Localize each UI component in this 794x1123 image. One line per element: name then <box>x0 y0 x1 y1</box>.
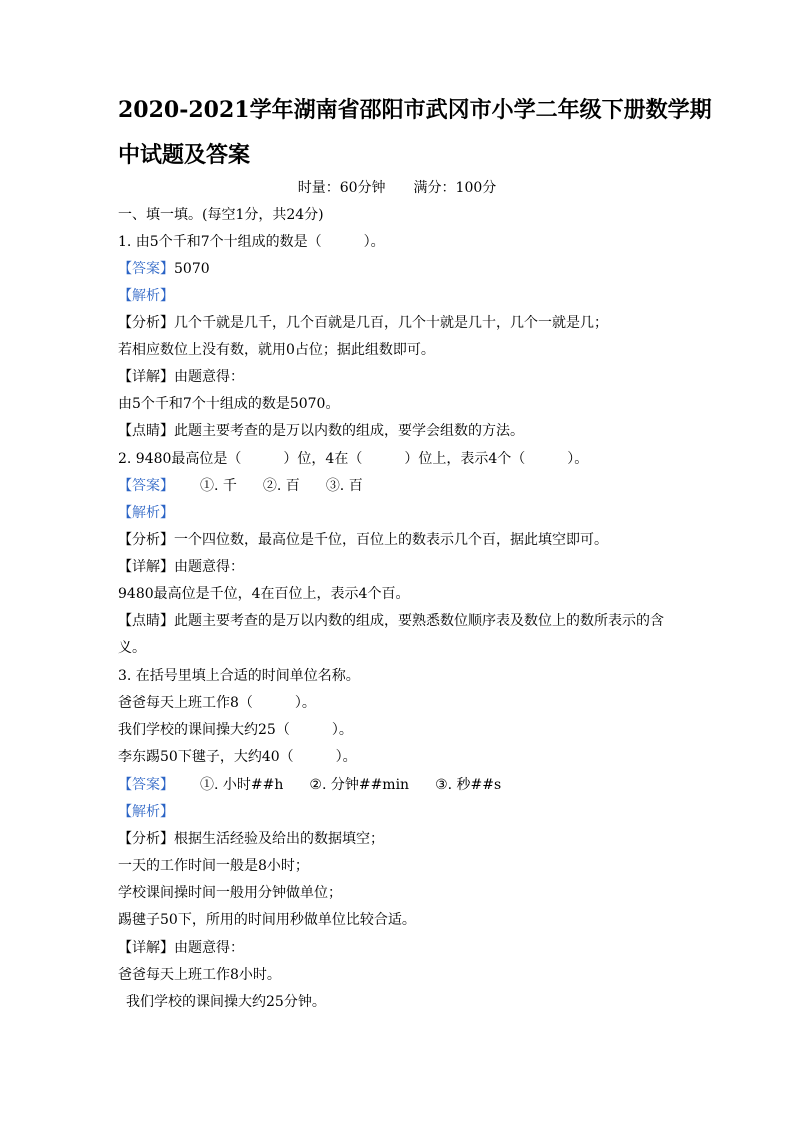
q2-comment-line-2: 义。 <box>118 640 146 656</box>
q3-detail-head: 由题意得： <box>174 940 244 956</box>
q3-answer-2: ②. 分钟##min <box>309 777 410 793</box>
analysis-tag: 【解析】 <box>118 804 174 820</box>
comment-tag: 【点睛】 <box>118 613 174 629</box>
q3-analysis-line <box>118 802 174 822</box>
q2-answer-3: ③. 百 <box>325 478 363 494</box>
q3-detail-text-2: 我们学校的课间操大约25分钟。 <box>126 994 326 1010</box>
q1-detail-head: 由题意得： <box>174 369 244 385</box>
q2-detail-line <box>118 557 244 577</box>
q1-comment: 此题主要考查的是万以内数的组成，要学会组数的方法。 <box>174 423 524 439</box>
q1-answer-line <box>118 259 210 279</box>
q2-fenxi-line <box>118 530 608 550</box>
q2-comment-1: 此题主要考查的是万以内数的组成，要熟悉数位顺序表及数位上的数所表示的含 <box>174 613 664 629</box>
q2-detail-text: 9480最高位是千位，4在百位上，表示4个百。 <box>118 586 410 602</box>
q3-fenxi-text-1: 根据生活经验及给出的数据填空； <box>174 831 384 847</box>
q3-fenxi-line-3: 学校课间操时间一般用分钟做单位； <box>118 885 342 901</box>
document-title-line-2: 中试题及答案 <box>118 142 251 168</box>
answer-tag: 【答案】 <box>118 261 174 277</box>
q2-answer-1: ①. 千 <box>200 478 237 494</box>
q2-question: 2. 9480最高位是（ ）位，4在（ ）位上，表示4个（ ）。 <box>118 451 589 467</box>
analysis-tag: 【解析】 <box>118 505 174 521</box>
q1-answer: 5070 <box>174 261 210 277</box>
q3-item-1: 爸爸每天上班工作8（ ）。 <box>118 695 316 711</box>
fenxi-tag: 【分析】 <box>118 532 174 548</box>
q3-item-2: 我们学校的课间操大约25（ ）。 <box>118 722 353 738</box>
comment-tag: 【点睛】 <box>118 423 174 439</box>
section-heading: 一、填一填。(每空1分，共24分) <box>118 207 324 223</box>
q3-question: 3. 在括号里填上合适的时间单位名称。 <box>118 668 360 684</box>
q3-answer-1: ①. 小时##h <box>200 777 284 793</box>
q2-answer-line <box>118 476 363 496</box>
q1-fenxi-line-2: 若相应数位上没有数，就用0占位；据此组数即可。 <box>118 342 435 358</box>
answer-tag: 【答案】 <box>118 478 174 494</box>
q3-fenxi-line-4: 踢毽子50下，所用的时间用秒做单位比较合适。 <box>118 912 416 928</box>
q1-detail-text: 由5个千和7个十组成的数是5070。 <box>118 396 340 412</box>
q2-analysis-line <box>118 503 174 523</box>
analysis-tag: 【解析】 <box>118 288 174 304</box>
q2-comment-line <box>118 611 664 631</box>
document-title-line-1: 2020-2021学年湖南省邵阳市武冈市小学二年级下册数学期 <box>118 97 712 123</box>
q1-comment-line <box>118 421 524 441</box>
q1-detail-line <box>118 367 244 387</box>
q3-fenxi-line-2: 一天的工作时间一般是8小时； <box>118 858 309 874</box>
fenxi-tag: 【分析】 <box>118 831 174 847</box>
q1-question: 1. 由5个千和7个十组成的数是（ ）。 <box>118 234 385 250</box>
q2-detail-head: 由题意得： <box>174 559 244 575</box>
q3-item-3: 李东踢50下毽子，大约40（ ）。 <box>118 749 357 765</box>
q1-analysis-line <box>118 286 174 306</box>
q2-answer-2: ②. 百 <box>262 478 300 494</box>
exam-meta: 时量：60分钟 满分：100分 <box>297 180 497 196</box>
detail-tag: 【详解】 <box>118 559 174 575</box>
answer-tag: 【答案】 <box>118 777 174 793</box>
q3-detail-line <box>118 938 244 958</box>
q3-answer-line <box>118 775 501 795</box>
q3-answer-3: ③. 秒##s <box>435 777 502 793</box>
q3-fenxi-line-1 <box>118 829 384 849</box>
fenxi-tag: 【分析】 <box>118 315 174 331</box>
detail-tag: 【详解】 <box>118 940 174 956</box>
detail-tag: 【详解】 <box>118 369 174 385</box>
q3-detail-text-1: 爸爸每天上班工作8小时。 <box>118 967 281 983</box>
q1-fenxi-text-1: 几个千就是几千，几个百就是几百，几个十就是几十，几个一就是几； <box>174 315 608 331</box>
q2-fenxi-text: 一个四位数，最高位是千位，百位上的数表示几个百，据此填空即可。 <box>174 532 608 548</box>
q1-fenxi-line-1 <box>118 313 608 333</box>
